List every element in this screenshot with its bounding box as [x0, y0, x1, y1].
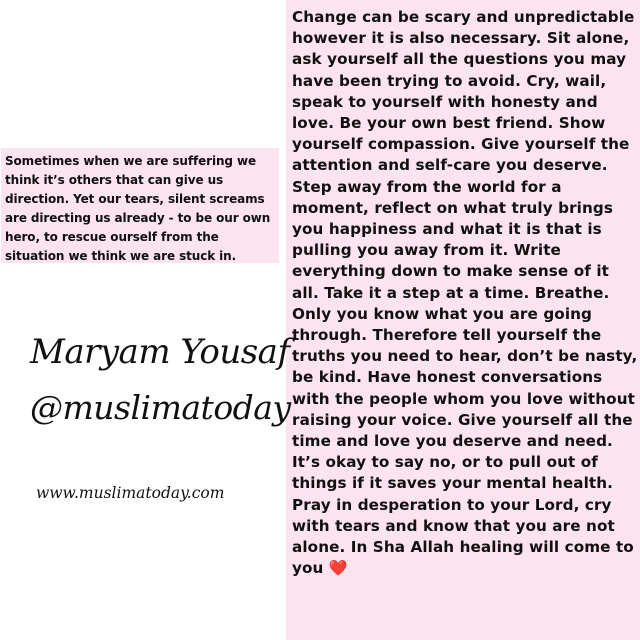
heart-icon: ❤️ [328, 559, 348, 578]
left-quote-box [1, 148, 279, 263]
left-quote-text: Sometimes when we are suffering we think it’s others that can give us direction. Yet our tears, silent screams are directing us already - to be our own hero, to rescue ourself from the situation we think we are stuck in. [5, 154, 271, 263]
right-quote-text: Change can be scary and unpredictable however it is also necessary. Sit alone, ask yourself all the questions you may have been trying to avoid. Cry, wail, speak to yourself with honesty and love. Be your own best friend. Show yourself compassion. Give yourself the attention and self-care you deserve. Step away from the world for a moment, reflect on what truly brings you happiness and what it is that is pulling you away from it. Write everything down to make sense of it all. Take it a step at a time. Breathe. Only you know what you are going through. Therefore tell yourself the truths you need to hear, don’t be nasty, be kind. Have honest conversations with the people whom you love without raising your voice. Give yourself all the time and love you deserve and need. It’s okay to say no, or to pull out of things if it saves your mental health. Pray in desperation to your Lord, cry with tears and know that you are not alone. In Sha Allah healing will come to you [292, 8, 638, 578]
right-quote-box [286, 0, 640, 640]
author-name: Maryam Yousaf [30, 332, 290, 372]
website-link[interactable]: www.muslimatoday.com [36, 484, 225, 502]
author-handle: @muslimatoday [30, 388, 291, 427]
